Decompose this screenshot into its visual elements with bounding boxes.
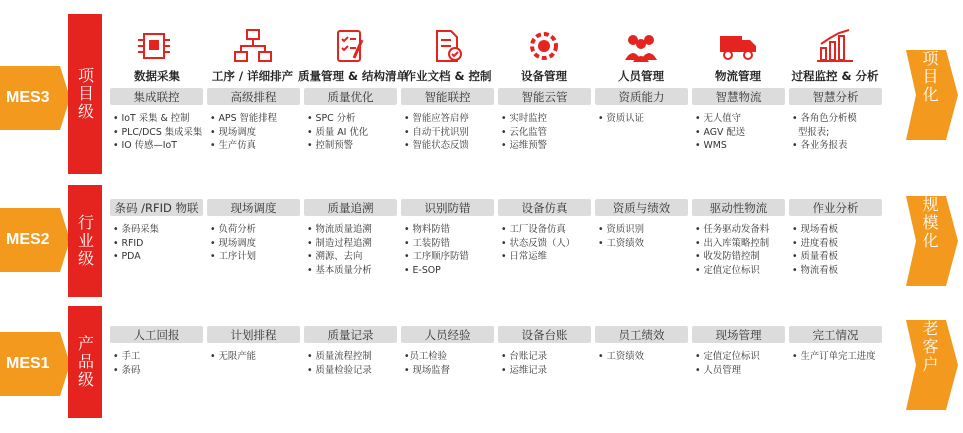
heading-monitoring: 过程监控 & 分析: [791, 69, 879, 83]
list-item: • 控制预警: [307, 140, 354, 152]
list-item: • 工装防错: [404, 237, 451, 249]
list-item: • RFID: [113, 237, 144, 249]
row3-head: 资质能力: [595, 88, 688, 105]
checklist-icon: [302, 28, 398, 68]
row2-list: [210, 223, 305, 264]
list-item: • 质量流程控制: [307, 351, 372, 362]
row2-list: [598, 223, 693, 250]
list-item: • IoT 采集 & 控制: [113, 113, 190, 124]
row2-head: 现场调度: [207, 199, 300, 216]
gear-cloud-icon: [496, 28, 592, 68]
list-item: • 条码采集: [113, 224, 160, 235]
row2-list: [695, 223, 790, 277]
row3-head: 高级排程: [207, 88, 300, 105]
row3-list: [307, 112, 402, 153]
list-item: • IO 传感—IoT: [113, 140, 177, 152]
list-item: • 无限产能: [210, 351, 257, 362]
list-item: • 定值定位标识: [695, 264, 760, 276]
row2-head: 识别防错: [401, 199, 494, 216]
right-tag-customer: [906, 320, 958, 410]
row3-list: [598, 112, 693, 126]
list-item: • 状态反馈（人）: [501, 237, 576, 249]
mes1-label: MES1: [6, 355, 50, 372]
list-item: • 制造过程追溯: [307, 237, 372, 249]
bar-chart-icon: [787, 28, 883, 68]
list-item: • PDA: [113, 251, 141, 263]
row1-list: [598, 350, 693, 364]
mes3-tag: [0, 66, 70, 130]
row1-head: 计划排程: [207, 326, 300, 343]
list-item: • 溯源、去向: [307, 251, 363, 263]
list-item: • 智能应答启停: [404, 113, 469, 124]
list-item: • 质量检验记录: [307, 364, 372, 376]
right-tag-label: 规模化: [920, 196, 939, 250]
right-tag-label: 老客户: [920, 320, 939, 374]
row2-list: [113, 223, 208, 264]
row3-list: [113, 112, 208, 153]
list-item: • 出入库策略控制: [695, 237, 770, 249]
heading-documents: 作业文档 & 控制: [404, 69, 492, 83]
row1-list: [113, 350, 208, 377]
list-item: • 台账记录: [501, 351, 548, 362]
people-icon: [593, 28, 689, 68]
row3-list: [501, 112, 596, 153]
right-tag-label: 项目化: [920, 50, 939, 104]
list-item: 型报表;: [792, 126, 830, 138]
list-item: • 自动干扰识别: [404, 126, 469, 138]
row2-list: [307, 223, 402, 277]
list-item: • PLC/DCS 集成采集: [113, 126, 203, 138]
list-item: • 任务驱动发备料: [695, 224, 770, 235]
list-item: • 物流质量追溯: [307, 224, 372, 235]
list-item: • AGV 配送: [695, 126, 746, 138]
list-item: • 实时监控: [501, 113, 548, 124]
list-item: • 定值定位标识: [695, 351, 760, 362]
flowchart-icon: [205, 28, 301, 68]
list-item: • 日常运维: [501, 251, 548, 263]
list-item: • 现场看板: [792, 224, 839, 235]
mes2-tag: [0, 208, 70, 272]
row2-list: [404, 223, 499, 277]
heading-equipment: 设备管理: [521, 69, 567, 83]
list-item: • 工资绩效: [598, 237, 645, 249]
row1-list: [695, 350, 790, 377]
row3-head: 智能云管: [498, 88, 591, 105]
list-item: • 智能状态反馈: [404, 140, 469, 152]
list-item: • 条码: [113, 364, 141, 376]
right-tag-scale: [906, 196, 958, 286]
truck-icon: [690, 28, 786, 68]
list-item: • 云化监管: [501, 126, 548, 138]
list-item: • 现场监督: [404, 364, 451, 376]
level-bar-industry: [68, 185, 102, 297]
level-label-project: 项目级: [75, 67, 95, 121]
list-item: • 工资绩效: [598, 351, 645, 362]
row3-head: 智能联控: [401, 88, 494, 105]
row1-head: 设备台账: [498, 326, 591, 343]
level-label-industry: 行业级: [75, 214, 95, 268]
row2-head: 作业分析: [789, 199, 882, 216]
list-item: • 物流看板: [792, 264, 839, 276]
list-item: • 生产订单完工进度: [792, 351, 876, 362]
heading-logistics: 物流管理: [715, 69, 761, 83]
mes3-label: MES3: [6, 89, 50, 106]
right-tag-project: [906, 50, 958, 140]
mes2-label: MES2: [6, 231, 50, 248]
document-check-icon: [399, 28, 495, 68]
row2-head: 质量追溯: [304, 199, 397, 216]
list-item: • SPC 分析: [307, 113, 356, 124]
row2-head: 设备仿真: [498, 199, 591, 216]
row3-head: 质量优化: [304, 88, 397, 105]
list-item: • 手工: [113, 351, 141, 362]
list-item: • 资质认证: [598, 113, 645, 124]
list-item: • 工序计划: [210, 251, 257, 263]
list-item: • 运维预警: [501, 140, 548, 152]
list-item: • 质量 AI 优化: [307, 126, 369, 138]
heading-personnel: 人员管理: [618, 69, 664, 83]
row1-list: [501, 350, 596, 377]
list-item: • APS 智能排程: [210, 113, 278, 124]
row1-head: 人员经验: [401, 326, 494, 343]
row2-head: 驱动性物流: [692, 199, 785, 216]
row1-list: [307, 350, 402, 377]
row3-list: [792, 112, 887, 153]
row3-head: 智慧分析: [789, 88, 882, 105]
list-item: • 工序顺序防错: [404, 251, 469, 263]
level-label-product: 产品级: [75, 335, 95, 389]
row3-list: [695, 112, 790, 153]
list-item: • 现场调度: [210, 126, 257, 138]
row3-head: 集成联控: [110, 88, 203, 105]
list-item: •员工检验: [404, 351, 448, 362]
row1-head: 人工回报: [110, 326, 203, 343]
row3-head: 智慧物流: [692, 88, 785, 105]
row2-list: [792, 223, 887, 277]
row1-list: [210, 350, 305, 364]
row3-list: [404, 112, 499, 153]
level-bar-product: [68, 306, 102, 418]
list-item: • 各角色分析模: [792, 113, 857, 124]
list-item: • 运维记录: [501, 364, 548, 376]
list-item: • 进度看板: [792, 237, 839, 249]
list-item: • 资质识别: [598, 224, 645, 235]
list-item: • 质量看板: [792, 251, 839, 263]
list-item: • 现场调度: [210, 237, 257, 249]
heading-scheduling: 工序 / 详细排产: [211, 69, 294, 83]
row1-list: [404, 350, 499, 377]
list-item: • 负荷分析: [210, 224, 257, 235]
list-item: • 人员管理: [695, 364, 742, 376]
list-item: • 无人值守: [695, 113, 742, 124]
heading-data-collection: 数据采集: [134, 69, 180, 83]
list-item: • 收发防错控制: [695, 251, 760, 263]
chip-stack-icon: [106, 28, 202, 68]
row1-head: 完工情况: [789, 326, 882, 343]
list-item: • 基本质量分析: [307, 264, 372, 276]
row2-head: 资质与绩效: [595, 199, 688, 216]
list-item: • WMS: [695, 140, 727, 152]
row1-head: 现场管理: [692, 326, 785, 343]
row2-head: 条码 /RFID 物联: [110, 199, 203, 216]
row1-head: 员工绩效: [595, 326, 688, 343]
row2-list: [501, 223, 596, 264]
row3-list: [210, 112, 305, 153]
list-item: • 工厂设备仿真: [501, 224, 566, 235]
list-item: • 各业务报表: [792, 140, 848, 152]
list-item: • 物料防错: [404, 224, 451, 235]
row1-list: [792, 350, 887, 364]
heading-quality: 质量管理 & 结构清单: [298, 69, 409, 83]
level-bar-project: [68, 14, 102, 174]
list-item: • 生产仿真: [210, 140, 257, 152]
row1-head: 质量记录: [304, 326, 397, 343]
list-item: • E-SOP: [404, 264, 441, 276]
mes1-tag: [0, 332, 70, 396]
